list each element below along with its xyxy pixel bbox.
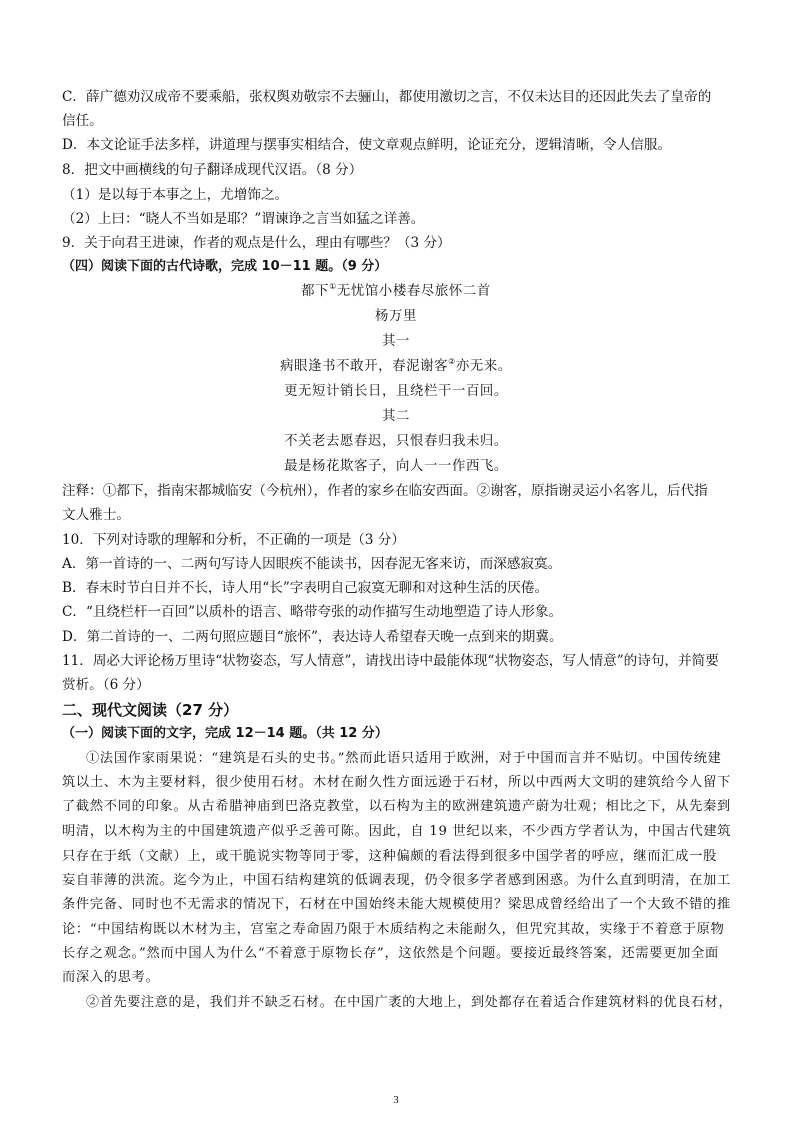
- question-10-option-a: A．第一首诗的一、二两句写诗人因眼疾不能读书，因春泥无客来访，而深感寂寞。: [62, 556, 562, 572]
- passage-line-4: 明清，以木构为主的中国建筑遗产似乎乏善可陈。因此，自 19 世纪以来，不少西方学者认为，中国古代建筑: [62, 824, 732, 839]
- question-10-option-d: D．第二首诗的一、二两句照应题目“旅怀”，表达诗人希望春天晚一点到来的期冀。: [62, 629, 563, 645]
- question-10: 10．下列对诗歌的理解和分析，不正确的一项是（3 分）: [62, 532, 405, 548]
- section-two-subheading: （一）阅读下面的文字，完成 12－14 题。（共 12 分）: [62, 726, 388, 741]
- section-two-title: 二、现代文阅读（27 分）: [62, 701, 239, 719]
- poem-1-line-2: 更无短计销长日，且绕栏干一百回。: [284, 384, 508, 399]
- poem-2-line-1: 不关老去愿春迟，只恨春归我未归。: [284, 434, 508, 449]
- poem-1-line-1: 病眼逢书不敢开，春泥谢客②亦无来。: [280, 357, 512, 374]
- passage-line-3: 了截然不同的印象。从古希腊神庙到巴洛克教堂，以石构为主的欧洲建筑遗产蔚为壮观；相比之下，从先秦到: [62, 799, 731, 814]
- poem-author: 杨万里: [375, 309, 417, 324]
- poem-part-1: 其一: [382, 334, 410, 349]
- question-8-part1: （1）是以每于本事之上，尤增饰之。: [62, 187, 289, 203]
- passage-line-9: 长存之观念。”然而中国人为什么“不着意于原物长存”，这依然是个问题。要接近最终答案，还需要更加全面: [62, 946, 719, 961]
- passage-line-2: 筑以土、木为主要材料，很少使用石材。木材在耐久性方面远逊于石材，所以中西两大文明的建筑给今人留下: [62, 775, 731, 790]
- poem-title: 都下①无忧馆小楼春尽旅怀二首: [301, 282, 491, 299]
- poem-2-line-2: 最是杨花欺客子，向人一一作西飞。: [284, 459, 508, 474]
- question-8: 8．把文中画横线的句子翻译成现代汉语。（8 分）: [62, 162, 363, 178]
- option-c-line2: 信任。: [62, 113, 103, 129]
- passage-line-1: ①法国作家雨果说：“建筑是石头的史书。”然而此语只适用于欧洲，对于中国而言并不贴切。中国传统建: [86, 751, 722, 766]
- question-10-option-b: B．春末时节白日并不长，诗人用“长”字表明自己寂寞无聊和对这种生活的厌倦。: [62, 580, 549, 596]
- passage-line-11: ②首先要注意的是，我们并不缺乏石材。在中国广袤的大地上，到处都存在着适合作建筑材料的优良石材，: [86, 995, 733, 1010]
- passage-line-7: 条件完备、同时也不无需求的情况下，石材在中国始终未能大规模使用？梁思成曾经给出了一个大致不错的推: [62, 897, 731, 912]
- passage-line-10: 而深入的思考。: [62, 970, 160, 985]
- question-8-part2: （2）上曰：“晓人不当如是耶？”谓谏诤之言当如猛之详善。: [62, 211, 425, 227]
- page-number: 3: [393, 1094, 399, 1106]
- question-10-option-c: C．“且绕栏杆一百回”以质朴的语言、略带夸张的动作描写生动地塑造了诗人形象。: [62, 604, 563, 620]
- poem-part-2: 其二: [382, 409, 410, 424]
- passage-line-6: 妄自菲薄的洪流。迄今为止，中国石结构建筑的低调表现，仍令很多学者感到困惑。为什么直到明清，在加工: [62, 873, 731, 888]
- section-four-heading: （四）阅读下面的古代诗歌，完成 10－11 题。（9 分）: [62, 259, 388, 274]
- question-11-line2: 赏析。（6 分）: [62, 677, 150, 693]
- annotation-line1: 注释：①都下，指南宋都城临安（今杭州），作者的家乡在临安西面。②谢客，原指谢灵运小名客儿，后代指: [62, 483, 708, 499]
- question-9: 9．关于向君王进谏，作者的观点是什么，理由有哪些？（3 分）: [62, 235, 451, 251]
- annotation-line2: 文人雅士。: [62, 507, 130, 523]
- question-11-line1: 11．周必大评论杨万里诗“状物姿态，写人情意”，请找出诗中最能体现“状物姿态，写人情意”的诗句，并简要: [62, 653, 719, 669]
- passage-line-5: 只存在于纸（文献）上，或干脆说实物等同于零，这种偏颇的看法得到很多中国学者的呼应，继而汇成一股: [62, 849, 718, 864]
- option-d: D．本文论证手法多样，讲道理与摆事实相结合，使文章观点鲜明，论证充分，逻辑清晰，令人信服。: [62, 137, 672, 153]
- passage-line-8: 论：“中国结构既以木材为主，宫室之寿命固乃限于木质结构之未能耐久，但咒究其故，实缘于不着意于原物: [62, 922, 725, 937]
- option-c-line1: C．薛广德劝汉成帝不要乘船，张权舆劝敬宗不去骊山，都使用激切之言，不仅未达目的还因此失去了皇帝的: [62, 89, 712, 105]
